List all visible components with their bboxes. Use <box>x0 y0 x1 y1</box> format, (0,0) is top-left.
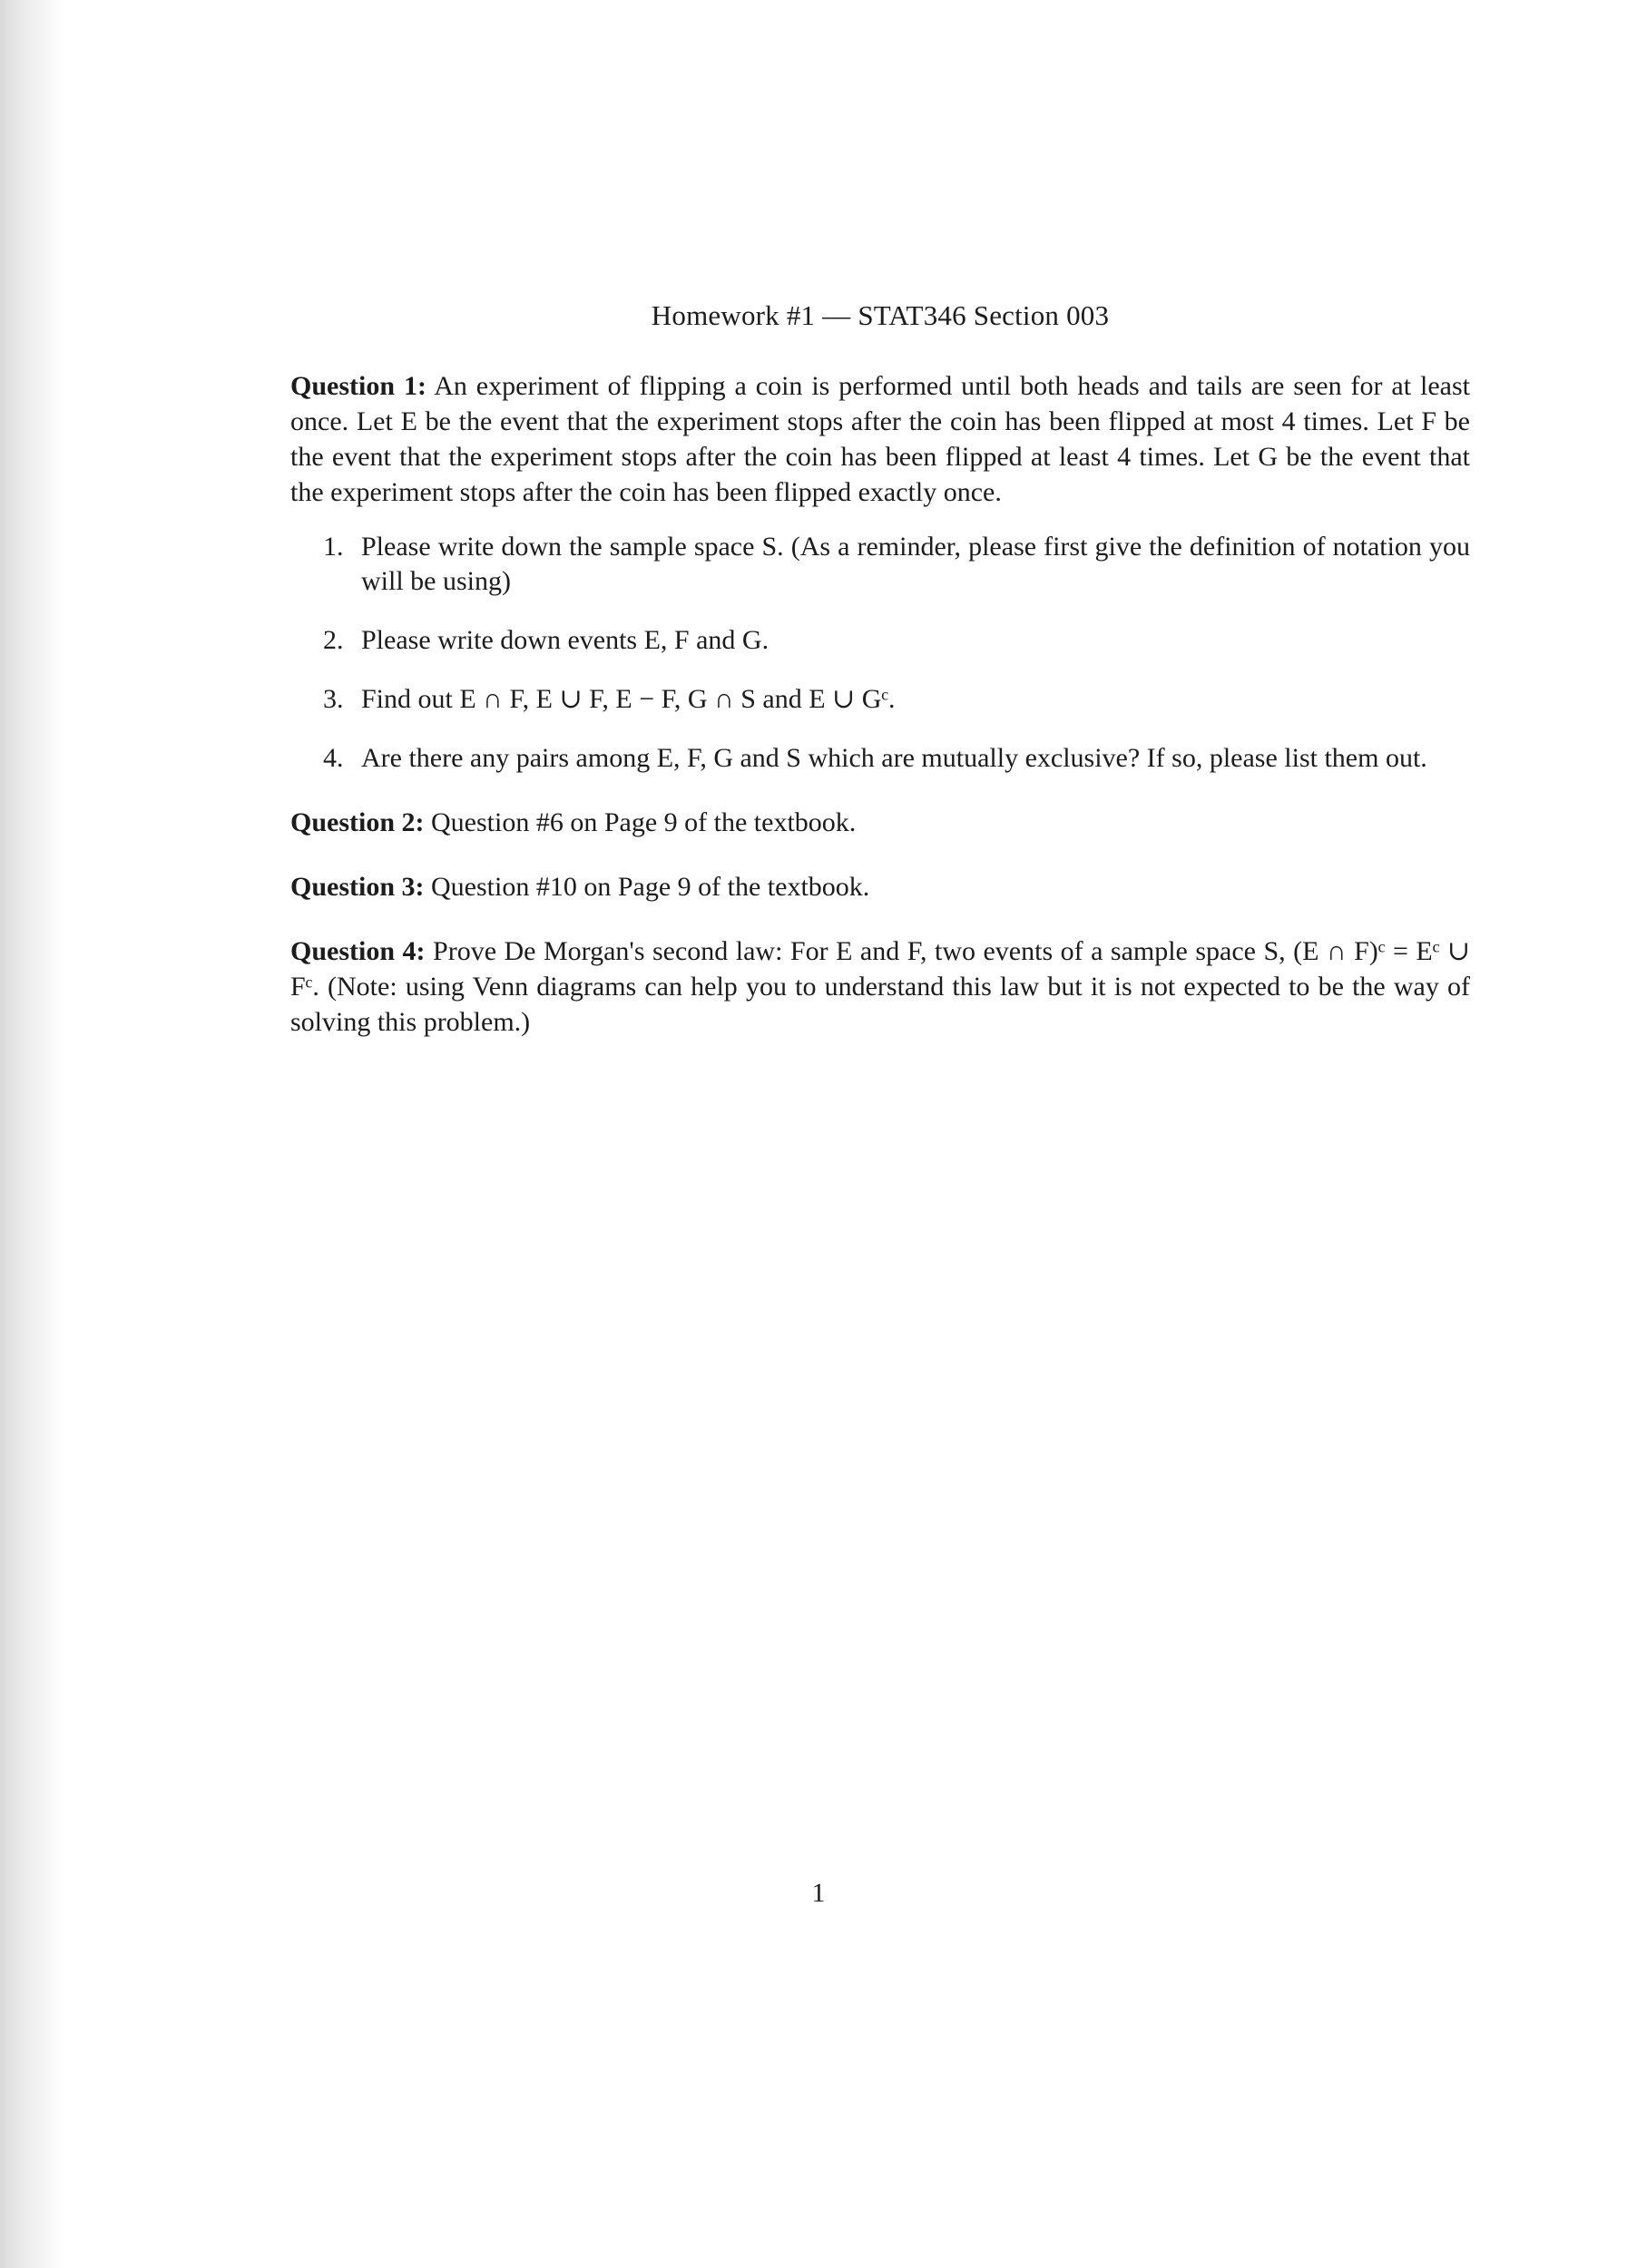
question-3 <box>290 869 1470 904</box>
question-2 <box>290 805 1470 840</box>
item-number: 4. <box>323 743 344 773</box>
question-4 <box>290 934 1470 1040</box>
question-1-item-1 <box>290 530 1470 599</box>
question-1-label: Question 1: <box>290 371 426 401</box>
item-number: 3. <box>323 684 344 714</box>
question-1-text: An experiment of flipping a coin is performed until both heads and tails are seen for at least once. Let E be the event that the experiment stops after the coin has been flipped at most 4 times. Let F be the event that the experiment stops after the coin has been flipped at least 4 times. Let G be the event that the experiment stops after the coin has been flipped exactly once. <box>290 371 1470 507</box>
question-2-label: Question 2: <box>290 807 425 837</box>
homework-page <box>290 299 1470 1040</box>
item-number: 1. <box>323 532 344 562</box>
page-number: 1 <box>811 1878 826 1908</box>
item-text: Are there any pairs among E, F, G and S which are mutually exclusive? If so, please list them out. <box>361 743 1427 773</box>
question-3-label: Question 3: <box>290 872 425 902</box>
question-1 <box>290 368 1470 776</box>
item-text: Please write down events E, F and G. <box>361 625 769 655</box>
question-3-text: Question #10 on Page 9 of the textbook. <box>431 872 870 902</box>
question-3-paragraph <box>290 869 1470 904</box>
page-title: Homework #1 — STAT346 Section 003 <box>651 299 1110 331</box>
question-4-paragraph <box>290 934 1470 1040</box>
question-2-text: Question #6 on Page 9 of the textbook. <box>431 807 857 837</box>
question-2-paragraph <box>290 805 1470 840</box>
scan-edge-shadow <box>0 0 64 2268</box>
question-1-item-2 <box>290 623 1470 658</box>
item-number: 2. <box>323 625 344 655</box>
question-4-label: Question 4: <box>290 936 426 966</box>
question-1-item-3 <box>290 682 1470 717</box>
question-4-text: Prove De Morgan's second law: For E and F, two events of a sample space S, (E ∩ F)ᶜ = Eᶜ ∪ Fᶜ. (Note: using Venn diagrams can help you to understand this law but it is not expected to be the way of solving this problem.) <box>290 936 1471 1037</box>
question-1-items <box>290 530 1470 776</box>
question-1-item-4 <box>290 741 1470 776</box>
item-text: Please write down the sample space S. (As a reminder, please first give the definition of notation you will be using) <box>361 532 1470 596</box>
question-1-paragraph <box>290 368 1470 510</box>
item-text: Find out E ∩ F, E ∪ F, E − F, G ∩ S and E ∪ Gᶜ. <box>361 684 896 714</box>
